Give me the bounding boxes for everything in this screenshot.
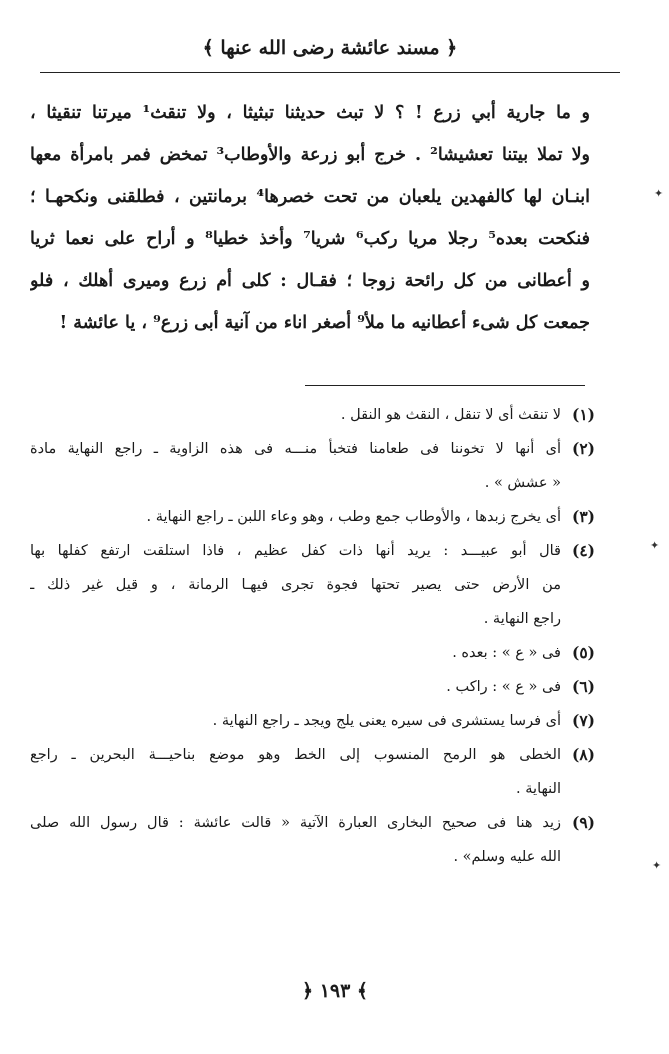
footnote-6 bbox=[30, 670, 595, 704]
footnote-text bbox=[30, 636, 561, 670]
margin-star-icon: ✦ bbox=[654, 187, 664, 200]
footnote-4 bbox=[30, 534, 595, 636]
footnote-line: لا تنقث أى لا تنقل ، النقث هو النقل . bbox=[340, 407, 561, 423]
footnote-line: من الأرض حتى يصير تحتها فجوة تجرى فيهـا الرمانة ، و قيل غير ذلك ـ bbox=[30, 577, 561, 593]
body-line: جمعت كل شىء أعطانيه ما ملأ⁹ أصغر اناء من آنية أبى زرع⁹ ، يا عائشة ! bbox=[59, 313, 590, 333]
footnote-line: فى « ع » : راكب . bbox=[446, 679, 561, 695]
margin-star-icon: ✦ bbox=[650, 539, 660, 552]
footnote-line: زيد هنا فى صحيح البخارى العبارة الآتية « قالت عائشة : قال رسول الله صلى bbox=[30, 815, 561, 831]
body-line: و ما جارية أبي زرع ! ؟ لا تبث حديثنا تبثيثا ، ولا تنقث¹ ميرتنا تنقيثا ، bbox=[30, 103, 590, 123]
footnote-number: (٨) bbox=[571, 745, 595, 764]
footnote-line: قال أبو عبيـــد : يريد أنها ذات كفل عظيم ، فاذا استلقت ارتفع كفلها بها bbox=[30, 543, 561, 559]
footnote-8 bbox=[30, 738, 595, 806]
body-line: ابنـان لها كالفهدين يلعبان من تحت خصرها⁴ برمانتين ، فطلقنى ونكحهـا ؛ bbox=[30, 187, 590, 207]
footnote-text bbox=[30, 398, 561, 432]
footnote-text bbox=[30, 806, 561, 874]
running-header: ﴿ مسند عائشة رضى الله عنها ﴾ bbox=[202, 37, 458, 59]
footnote-text bbox=[30, 738, 561, 806]
body-line: ولا تملا بيتنا تعشيشا² . خرج أبو زرعة والأوطاب³ تمخض فمر بامرأة معها bbox=[30, 145, 590, 165]
header-rule bbox=[40, 72, 620, 73]
footnote-1 bbox=[30, 398, 595, 432]
footnote-line: « عشش » . bbox=[484, 475, 561, 491]
footnote-number: (٢) bbox=[571, 439, 595, 458]
footnote-number: (١) bbox=[571, 405, 595, 424]
margin-star-icon: ✦ bbox=[652, 859, 662, 872]
footnote-number: (٤) bbox=[571, 541, 595, 560]
footnote-text bbox=[30, 670, 561, 704]
footnote-line: أى فرسا يستشرى فى سيره يعنى يلج ويجد ـ راجع النهاية . bbox=[212, 713, 561, 729]
footnote-text bbox=[30, 432, 561, 500]
footnote-2 bbox=[30, 432, 595, 500]
footnote-number: (٦) bbox=[571, 677, 595, 696]
footnote-number: (٣) bbox=[571, 507, 595, 526]
footnote-9 bbox=[30, 806, 595, 874]
footnote-number: (٩) bbox=[571, 813, 595, 832]
footnote-line: أى أنها لا تخوننا فى طعامنا فتخبأ منـــه فى هذه الزاوية ـ راجع النهاية مادة bbox=[30, 441, 561, 457]
footnote-number: (٧) bbox=[571, 711, 595, 730]
footnote-text bbox=[30, 500, 561, 534]
footnote-3 bbox=[30, 500, 595, 534]
footnote-line: النهاية . bbox=[516, 781, 561, 797]
body-line: و أعطانى من كل رائحة زوجا ؛ فقـال : كلى أم زرع وميرى أهلك ، فلو bbox=[30, 271, 590, 291]
page-number: ﴾ ١٩٣ ﴿ bbox=[301, 980, 369, 1002]
footnote-7 bbox=[30, 704, 595, 738]
footnote-line: أى يخرج زبدها ، والأوطاب جمع وطب ، وهو وعاء اللبن ـ راجع النهاية . bbox=[146, 509, 561, 525]
footnotes-rule bbox=[305, 385, 585, 386]
footnotes bbox=[30, 398, 595, 874]
footnote-line: الله عليه وسلم» . bbox=[453, 849, 561, 865]
footnote-text bbox=[30, 534, 561, 636]
footnote-5 bbox=[30, 636, 595, 670]
footnote-line: الخطى هو الرمح المنسوب إلى الخط وهو موضع بناحيـــة البحرين ـ راجع bbox=[30, 747, 561, 763]
footnote-line: فى « ع » : بعده . bbox=[452, 645, 561, 661]
footnote-line: راجع النهاية . bbox=[483, 611, 561, 627]
main-text bbox=[30, 92, 590, 344]
footnote-number: (٥) bbox=[571, 643, 595, 662]
footnote-text bbox=[30, 704, 561, 738]
body-line: فنكحت بعده⁵ رجلا مريا ركب⁶ شريا⁷ وأخذ خطيا⁸ و أراح على نعما ثريا bbox=[30, 229, 590, 249]
